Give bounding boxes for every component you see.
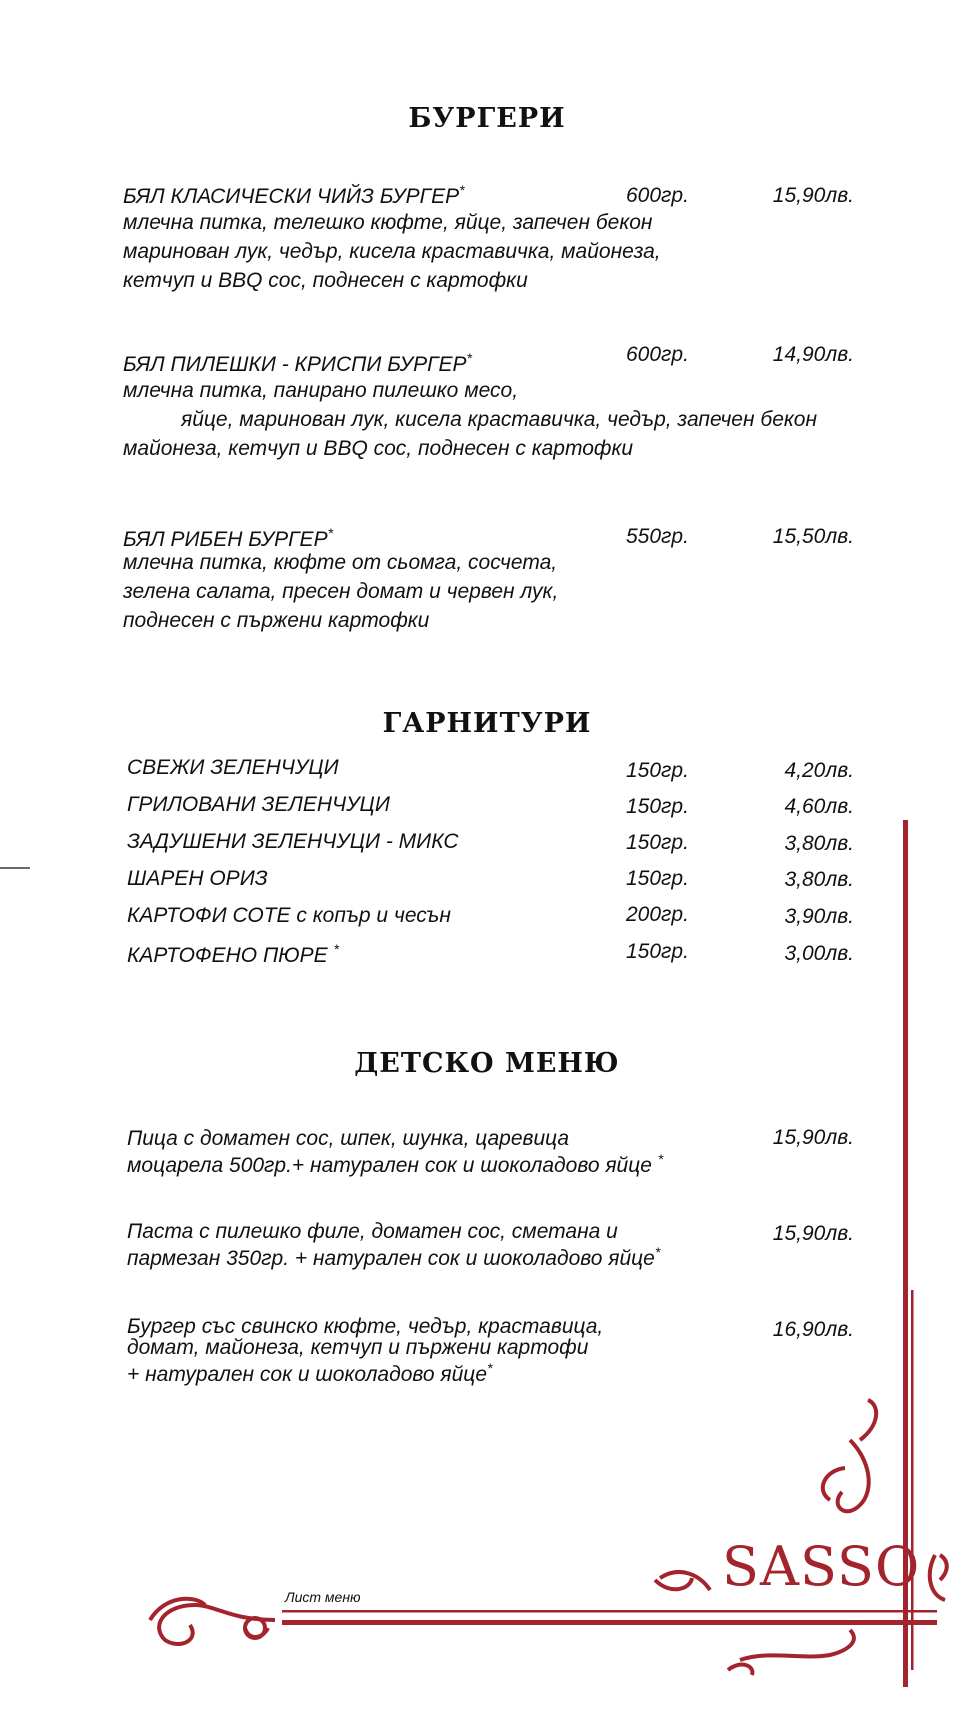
item-weight: 150гр.: [626, 867, 689, 890]
item-weight: 600гр.: [626, 184, 689, 207]
item-name: БЯЛ ПИЛЕШКИ - КРИСПИ БУРГЕР*: [123, 350, 472, 376]
item-weight: 200гр.: [626, 903, 689, 926]
item-price: 3,80лв.: [784, 868, 854, 891]
item-name: ЗАДУШЕНИ ЗЕЛЕНЧУЦИ - МИКС: [127, 830, 459, 853]
item-price: 14,90лв.: [772, 343, 854, 366]
item-name: ГРИЛОВАНИ ЗЕЛЕНЧУЦИ: [127, 793, 390, 816]
item-weight: 150гр.: [626, 831, 689, 854]
item-description: млечна питка, кюфте от сьомга, сосчета, зелена салата, пресен домат и червен лук, поднесен с пържени картофки: [123, 551, 559, 632]
item-price: 3,90лв.: [784, 905, 854, 928]
item-name: СВЕЖИ ЗЕЛЕНЧУЦИ: [127, 756, 339, 779]
item-price: 3,80лв.: [784, 832, 854, 855]
item-description: млечна питка, телешко кюфте, яйце, запечен бекон маринован лук, чедър, кисела краставичка, майонеза, кетчуп и BBQ сос, поднесен с картофки: [123, 211, 661, 292]
item-price: 16,90лв.: [772, 1318, 854, 1341]
item-weight: 600гр.: [626, 343, 689, 366]
item-price: 15,50лв.: [772, 525, 854, 548]
item-price: 15,90лв.: [772, 1126, 854, 1149]
brand-logo: SASSO: [722, 1535, 921, 1598]
item-price: 15,90лв.: [772, 184, 854, 207]
item-weight: 150гр.: [626, 759, 689, 782]
item-name: ШАРЕН ОРИЗ: [127, 867, 268, 890]
item-price: 15,90лв.: [772, 1222, 854, 1245]
footer-label: Лист меню: [285, 1589, 361, 1605]
item-weight: 150гр.: [626, 795, 689, 818]
left-scroll-ornament: [150, 1599, 275, 1644]
item-weight: 550гр.: [626, 525, 689, 548]
item-name: КАРТОФИ СОТЕ с копър и чесън: [127, 904, 451, 927]
item-price: 3,00лв.: [784, 942, 854, 965]
frame-vertical-line-thin: [911, 1290, 914, 1670]
item-description: Паста с пилешко филе, доматен сос, сметана и пармезан 350гр. + натурален сок и шоколадово яйце*: [127, 1220, 661, 1270]
item-name: БЯЛ РИБЕН БУРГЕР*: [123, 525, 334, 551]
item-description: Пица с доматен сос, шпек, шунка, царевица моцарела 500гр.+ натурален сок и шоколадово яйце *: [127, 1127, 664, 1177]
frame-horizontal-line: [282, 1620, 937, 1625]
item-description: Бургер със свинско кюфте, чедър, краставица, домат, майонеза, кетчуп и пържени картофи + натурален сок и шоколадово яйце*: [127, 1315, 604, 1386]
frame-horizontal-line-thin: [282, 1610, 937, 1613]
item-price: 4,60лв.: [784, 795, 854, 818]
section-title-kids: ДЕТСКО МЕНЮ: [354, 1048, 620, 1079]
section-title-burgers: БУРГЕРИ: [408, 103, 566, 134]
item-name: БЯЛ КЛАСИЧЕСКИ ЧИЙЗ БУРГЕР*: [123, 182, 465, 208]
item-price: 4,20лв.: [784, 759, 854, 782]
section-title-sides: ГАРНИТУРИ: [382, 708, 592, 739]
item-name: КАРТОФЕНО ПЮРЕ *: [127, 941, 339, 967]
item-description: млечна питка, панирано пилешко месо, яйце, маринован лук, кисела краставичка, чедър, запечен бекон майонеза, кетчуп и BBQ сос, поднесен с картофки: [123, 379, 818, 460]
item-weight: 150гр.: [626, 940, 689, 963]
